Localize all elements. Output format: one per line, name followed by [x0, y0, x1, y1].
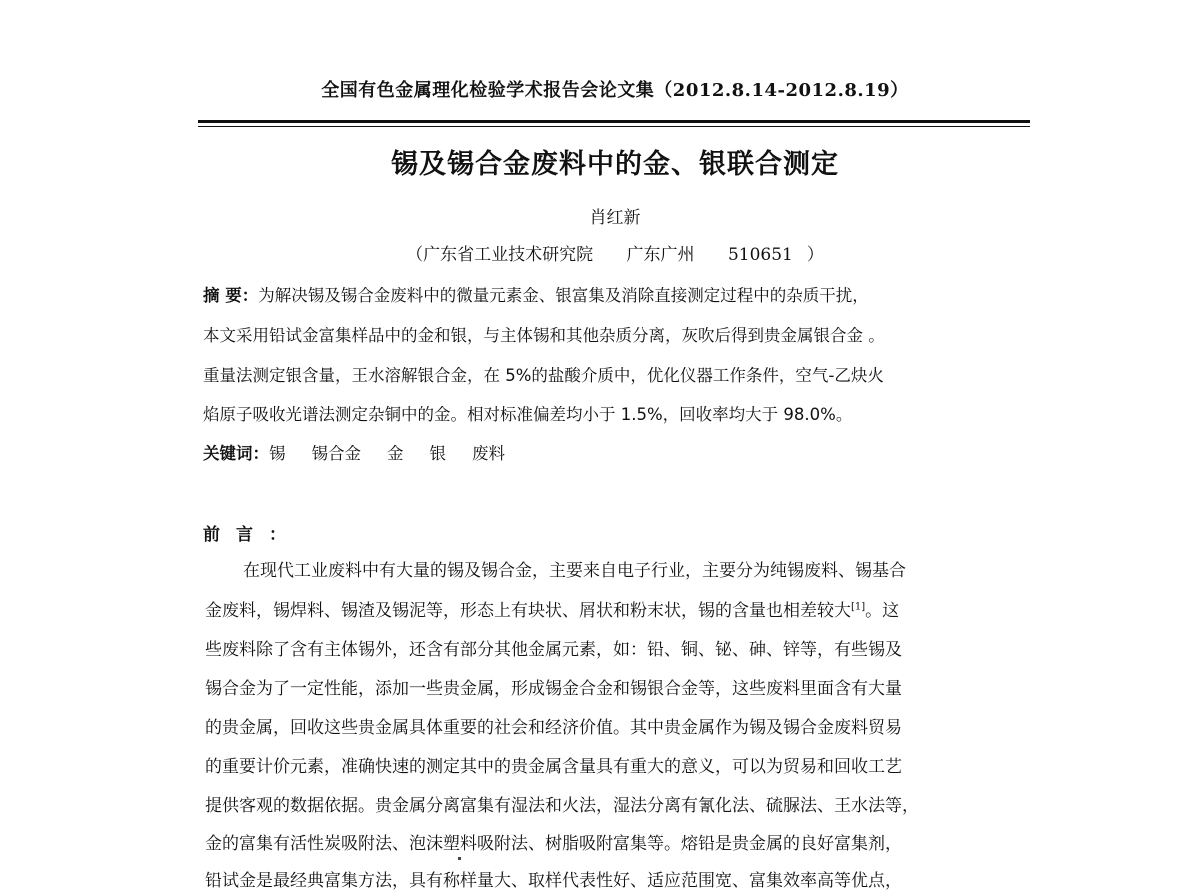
- body-line-2-text: 金废料，锡焊料、锡渣及锡泥等，形态上有块状、屑状和粉末状，锡的含量也相差较大: [205, 601, 851, 621]
- keywords: [203, 440, 531, 464]
- body-line-8: 金的富集有活性炭吸附法、泡沫塑料吸附法、树脂吸附富集等。熔铅是贵金属的良好富集剂，: [205, 834, 902, 854]
- abstract-line-4: 焰原子吸收光谱法测定杂铜中的金。相对标准偏差均小于 1.5%，回收率均大于 98.0%。: [203, 405, 853, 424]
- body-line-9: 铅试金是最经典富集方法，具有称样量大、取样代表性好、适应范围宽、富集效率高等优点，: [205, 871, 902, 891]
- affiliation-institute: 广东省工业技术研究院: [423, 245, 594, 265]
- header-rule-thick: [198, 120, 1030, 123]
- keyword-item: 废料: [472, 444, 505, 463]
- body-line-2-tail: 。这: [865, 601, 900, 621]
- abstract-line-1: [203, 282, 869, 306]
- body-line-3: 些废料除了含有主体锡外，还含有部分其他金属元素，如：铅、铜、铋、砷、锌等，有些锡及: [205, 640, 902, 660]
- body-line-7: 提供客观的数据依据。贵金属分离富集有湿法和火法，湿法分离有氰化法、硫脲法、王水法等，: [205, 796, 919, 816]
- body-line-6: 的重要计价元素，准确快速的测定其中的贵金属含量具有重大的意义，可以为贸易和回收工艺: [205, 757, 902, 777]
- keyword-item: 银: [429, 444, 446, 463]
- citation-ref: [1]: [851, 601, 866, 613]
- body-line-2: [205, 596, 899, 621]
- abstract-line-2: 本文采用铅试金富集样品中的金和银，与主体锡和其他杂质分离，灰吹后得到贵金属银合金 。: [203, 326, 885, 345]
- abstract-label: 摘 要：: [203, 286, 259, 305]
- keyword-item: 锡合金: [311, 444, 361, 463]
- keywords-label: 关键词：: [203, 444, 269, 463]
- affiliation: [200, 240, 1030, 265]
- keyword-item: 锡: [269, 444, 286, 463]
- paper-title: 锡及锡合金废料中的金、银联合测定: [391, 149, 839, 180]
- body-line-1: 在现代工业废料中有大量的锡及锡合金，主要来自电子行业，主要分为纯锡废料、锡基合: [243, 561, 906, 581]
- running-header: 全国有色金属理化检验学术报告会论文集（2012.8.14-2012.8.19）: [321, 80, 909, 101]
- keyword-item: 金: [387, 444, 404, 463]
- affiliation-close: ）: [806, 245, 824, 265]
- abstract-line-3: 重量法测定银含量，王水溶解银合金，在 5%的盐酸介质中，优化仪器工作条件，空气-乙炔火: [203, 366, 884, 385]
- body-line-5: 的贵金属，回收这些贵金属具体重要的社会和经济价值。其中贵金属作为锡及锡合金废料贸易: [205, 718, 902, 738]
- affiliation-postcode: 510651: [727, 245, 793, 265]
- affiliation-location: 广东广州: [626, 245, 695, 265]
- affiliation-open: （: [406, 245, 424, 265]
- abstract-text: 为解决锡及锡合金废料中的微量元素金、银富集及消除直接测定过程中的杂质干扰，: [258, 286, 869, 305]
- header-rule-thin: [198, 126, 1030, 127]
- body-line-4: 锡合金为了一定性能，添加一些贵金属，形成锡金合金和锡银合金等，这些废料里面含有大量: [205, 679, 902, 699]
- scan-speck: [458, 857, 461, 860]
- author-name: 肖红新: [589, 208, 641, 228]
- section-heading-intro: 前言：: [203, 525, 302, 545]
